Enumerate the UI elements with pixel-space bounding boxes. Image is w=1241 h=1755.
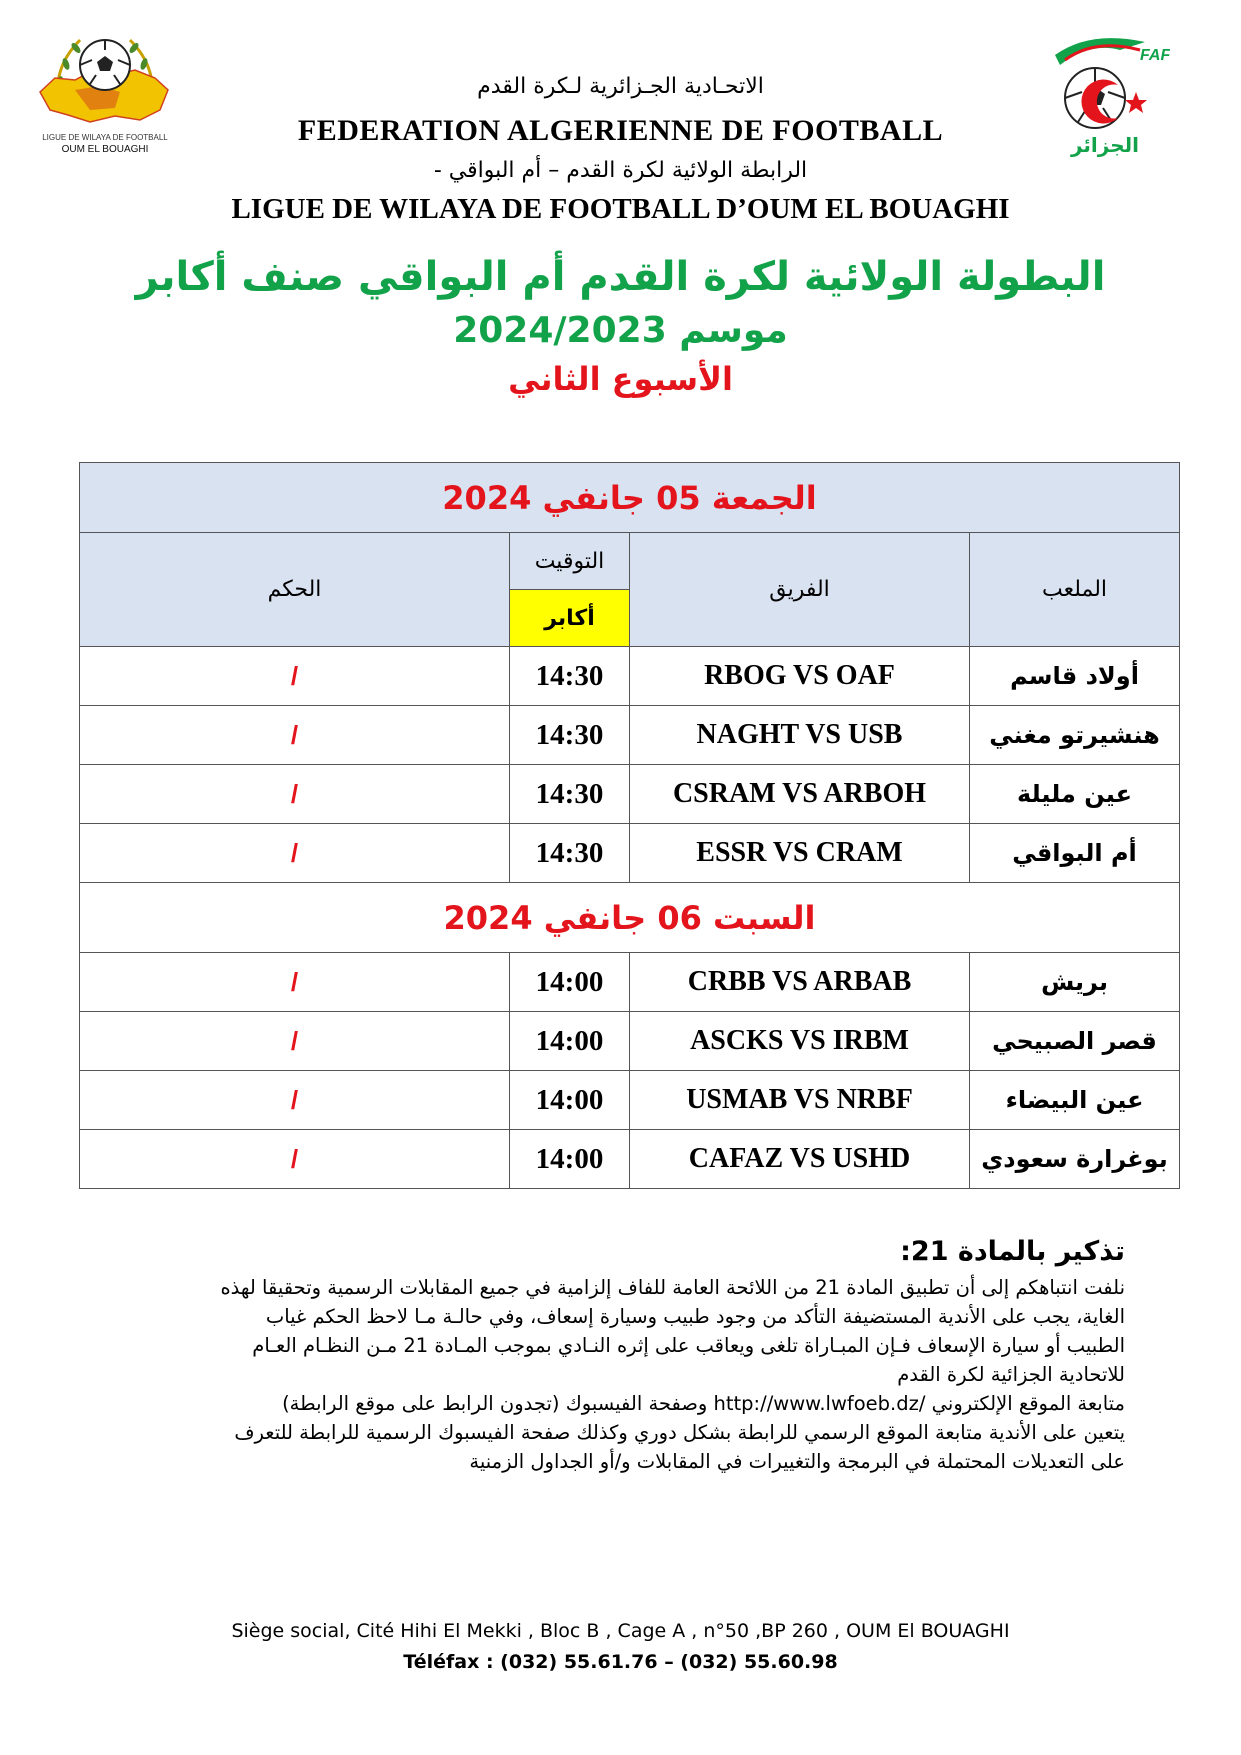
teams-cell: USMAB VS NRBF: [630, 1071, 970, 1130]
day-header-row: [80, 883, 1180, 953]
stadium-cell: بوغرارة سعودي: [970, 1130, 1180, 1189]
table-row: [80, 824, 1180, 883]
time-cell: 14:30: [510, 824, 630, 883]
week-title: الأسبوع الثاني: [508, 360, 733, 398]
time-cell: 14:30: [510, 647, 630, 706]
footer-address: Siège social, Cité Hihi El Mekki , Bloc B , Cage A , n°50 ,BP 260 , OUM El BOUAGHI: [231, 1620, 1010, 1642]
table-row: [80, 1012, 1180, 1071]
teams-cell: ASCKS VS IRBM: [630, 1012, 970, 1071]
time-cell: 14:00: [510, 1130, 630, 1189]
reminder-section: [115, 1236, 1125, 1476]
schedule-table: [79, 462, 1180, 1189]
stadium-cell: قصر الصبيحي: [970, 1012, 1180, 1071]
stadium-cell: عين البيضاء: [970, 1071, 1180, 1130]
column-header-row: [80, 533, 1180, 590]
referee-cell: /: [80, 953, 510, 1012]
championship-title: البطولة الولائية لكرة القدم أم البواقي صنف أكابر: [135, 254, 1106, 300]
reminder-line: يتعين على الأندية متابعة الموقع الرسمي للرابطة بشكل دوري وكذلك صفحة الفيسبوك الرسمية للرابطة للتعرف: [234, 1421, 1125, 1444]
table-row: [80, 1130, 1180, 1189]
reminder-line: الغاية، يجب على الأندية المستضيفة التأكد من وجود طبيب وسيارة إسعاف، وفي حالـة مـا لاحظ الحكم غياب: [265, 1305, 1125, 1328]
federation-name-ar: الاتحـادية الجـزائرية لـكرة القدم: [477, 74, 764, 99]
header-stadium: الملعب: [970, 533, 1180, 647]
day-header-row: [80, 463, 1180, 533]
federation-name-fr: FEDERATION ALGERIENNE DE FOOTBALL: [297, 114, 944, 147]
teams-cell: NAGHT VS USB: [630, 706, 970, 765]
reminder-line: للاتحادية الجزائية لكرة القدم: [897, 1363, 1125, 1386]
teams-cell: RBOG VS OAF: [630, 647, 970, 706]
reminder-line: الطبيب أو سيارة الإسعاف فـإن المبـاراة تلغى ويعاقب على إثره النـادي بموجب المـادة 21 مـن النظـام العـام: [252, 1334, 1125, 1357]
referee-cell: /: [80, 1012, 510, 1071]
referee-cell: /: [80, 706, 510, 765]
reminder-line: نلفت انتباهكم إلى أن تطبيق المادة 21 من اللائحة العامة للفاف إلزامية في جميع المقابلات الرسمية وتحقيقا لهذه: [220, 1276, 1125, 1299]
teams-cell: ESSR VS CRAM: [630, 824, 970, 883]
day-label: الجمعة 05 جانفي 2024: [80, 463, 1180, 533]
ligue-logo-line2: OUM EL BOUAGHI: [61, 144, 149, 155]
header-category: أكابر: [510, 590, 630, 647]
time-cell: 14:00: [510, 953, 630, 1012]
teams-cell: CSRAM VS ARBOH: [630, 765, 970, 824]
season-title: موسم 2024/2023: [453, 310, 788, 351]
referee-cell: /: [80, 824, 510, 883]
table-row: [80, 765, 1180, 824]
time-cell: 14:30: [510, 765, 630, 824]
reminder-line: على التعديلات المحتملة في البرمجة والتغييرات في المقابلات و/أو الجداول الزمنية: [469, 1450, 1125, 1473]
ligue-name-ar: الرابطة الولائية لكرة القدم – أم البواقي -: [433, 158, 808, 183]
ligue-name-fr: LIGUE DE WILAYA DE FOOTBALL D’OUM EL BOUAGHI: [231, 193, 1010, 225]
referee-cell: /: [80, 647, 510, 706]
time-cell: 14:00: [510, 1071, 630, 1130]
footer-telefax: Téléfax : (032) 55.61.76 – (032) 55.60.98: [403, 1651, 838, 1673]
stadium-cell: أولاد قاسم: [970, 647, 1180, 706]
day-label: السبت 06 جانفي 2024: [80, 883, 1180, 953]
teams-cell: CRBB VS ARBAB: [630, 953, 970, 1012]
ligue-logo-line1: LIGUE DE WILAYA DE FOOTBALL: [42, 133, 168, 142]
stadium-cell: هنشيرتو مغني: [970, 706, 1180, 765]
header-teams: الفريق: [630, 533, 970, 647]
referee-cell: /: [80, 1071, 510, 1130]
reminder-title: تذكير بالمادة 21:: [900, 1236, 1125, 1267]
header-time: التوقيت: [510, 533, 630, 590]
stadium-cell: عين مليلة: [970, 765, 1180, 824]
reminder-line: متابعة الموقع الإلكتروني /http://www.lwfoeb.dz وصفحة الفيسبوك (تجدون الرابط على موقع الرابطة): [282, 1392, 1125, 1415]
table-row: [80, 706, 1180, 765]
time-cell: 14:00: [510, 1012, 630, 1071]
time-cell: 14:30: [510, 706, 630, 765]
faf-brand-text: FAF: [1140, 47, 1170, 64]
referee-cell: /: [80, 1130, 510, 1189]
faf-country-text: الجزائر: [1070, 133, 1140, 157]
stadium-cell: أم البواقي: [970, 824, 1180, 883]
teams-cell: CAFAZ VS USHD: [630, 1130, 970, 1189]
referee-cell: /: [80, 765, 510, 824]
stadium-cell: بريش: [970, 953, 1180, 1012]
table-row: [80, 647, 1180, 706]
header-referee: الحكم: [80, 533, 510, 647]
table-row: [80, 953, 1180, 1012]
table-row: [80, 1071, 1180, 1130]
